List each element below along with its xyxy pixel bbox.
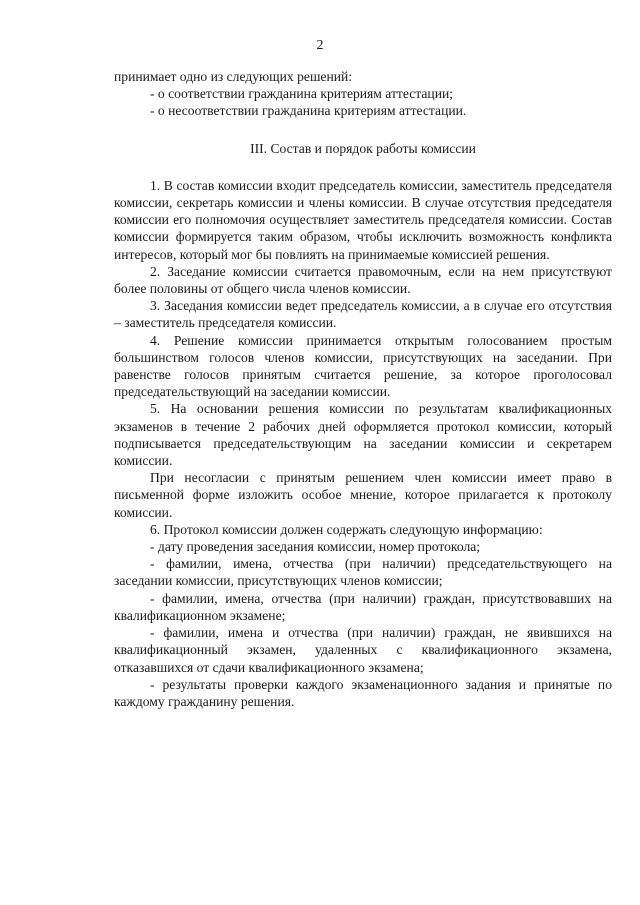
option-conformity: - о соответствии гражданина критериям аттестации;	[150, 86, 454, 102]
document-body	[114, 68, 612, 710]
paragraph-3: 3. Заседания комиссии ведет председатель комиссии, а в случае его отсутствия – заместитель председателя комиссии.	[114, 298, 612, 331]
paragraph-4: 4. Решение комиссии принимается открытым голосованием простым большинством голосов членов комиссии, присутствующих на заседании. При равенстве голосов принятым считается решение, за которое проголосовал председательствующий на заседании комиссии.	[114, 332, 612, 400]
option-nonconformity: - о несоответствии гражданина критериям аттестации.	[150, 103, 467, 119]
protocol-item-date: - дату проведения заседания комиссии, номер протокола;	[150, 539, 481, 555]
paragraph-2: 2. Заседание комиссии считается правомочным, если на нем присутствуют более половины от общего числа членов комиссии.	[114, 263, 612, 297]
paragraph-dissent: При несогласии с принятым решением член комиссии имеет право в письменной форме изложить особое мнение, которое прилагается к протоколу комиссии.	[114, 470, 612, 520]
paragraph-5: 5. На основании решения комиссии по результатам квалификационных экзаменов в течение 2 рабочих дней оформляется протокол комиссии, который подписывается председательствующим на заседании комиссии и секретарем комиссии.	[114, 401, 612, 469]
section-heading: III. Состав и порядок работы комиссии	[250, 140, 476, 156]
protocol-item-present-citizens: - фамилии, имена, отчества (при наличии) граждан, присутствовавших на квалификационном экзамене;	[114, 590, 612, 623]
protocol-item-results: - результаты проверки каждого экзаменационного задания и принятые по каждому гражданину решения.	[114, 676, 612, 709]
paragraph-1: 1. В состав комиссии входит председатель комиссии, заместитель председателя комиссии, секретарь комиссии и члены комиссии. В случае отсутствия председателя комиссии его полномочия осуществляет заместитель председателя комиссии. Состав комиссии формируется таким образом, чтобы исключить возможность конфликта интересов, который мог бы повлиять на принимаемые комиссией решения.	[114, 177, 612, 262]
protocol-item-chair-members: - фамилии, имена, отчества (при наличии) председательствующего на заседании комиссии, присутствующих членов комиссии;	[114, 556, 612, 589]
paragraph-6: 6. Протокол комиссии должен содержать следующую информацию:	[150, 521, 543, 537]
intro-line: принимает одно из следующих решений:	[114, 69, 353, 84]
protocol-item-absent-citizens: - фамилии, имена и отчества (при наличии) граждан, не явившихся на квалификационный экзамен, удаленных с квалификационного экзамена, отказавшихся от сдачи квалификационного экзамена;	[114, 625, 612, 675]
page-number: 2	[316, 38, 324, 53]
